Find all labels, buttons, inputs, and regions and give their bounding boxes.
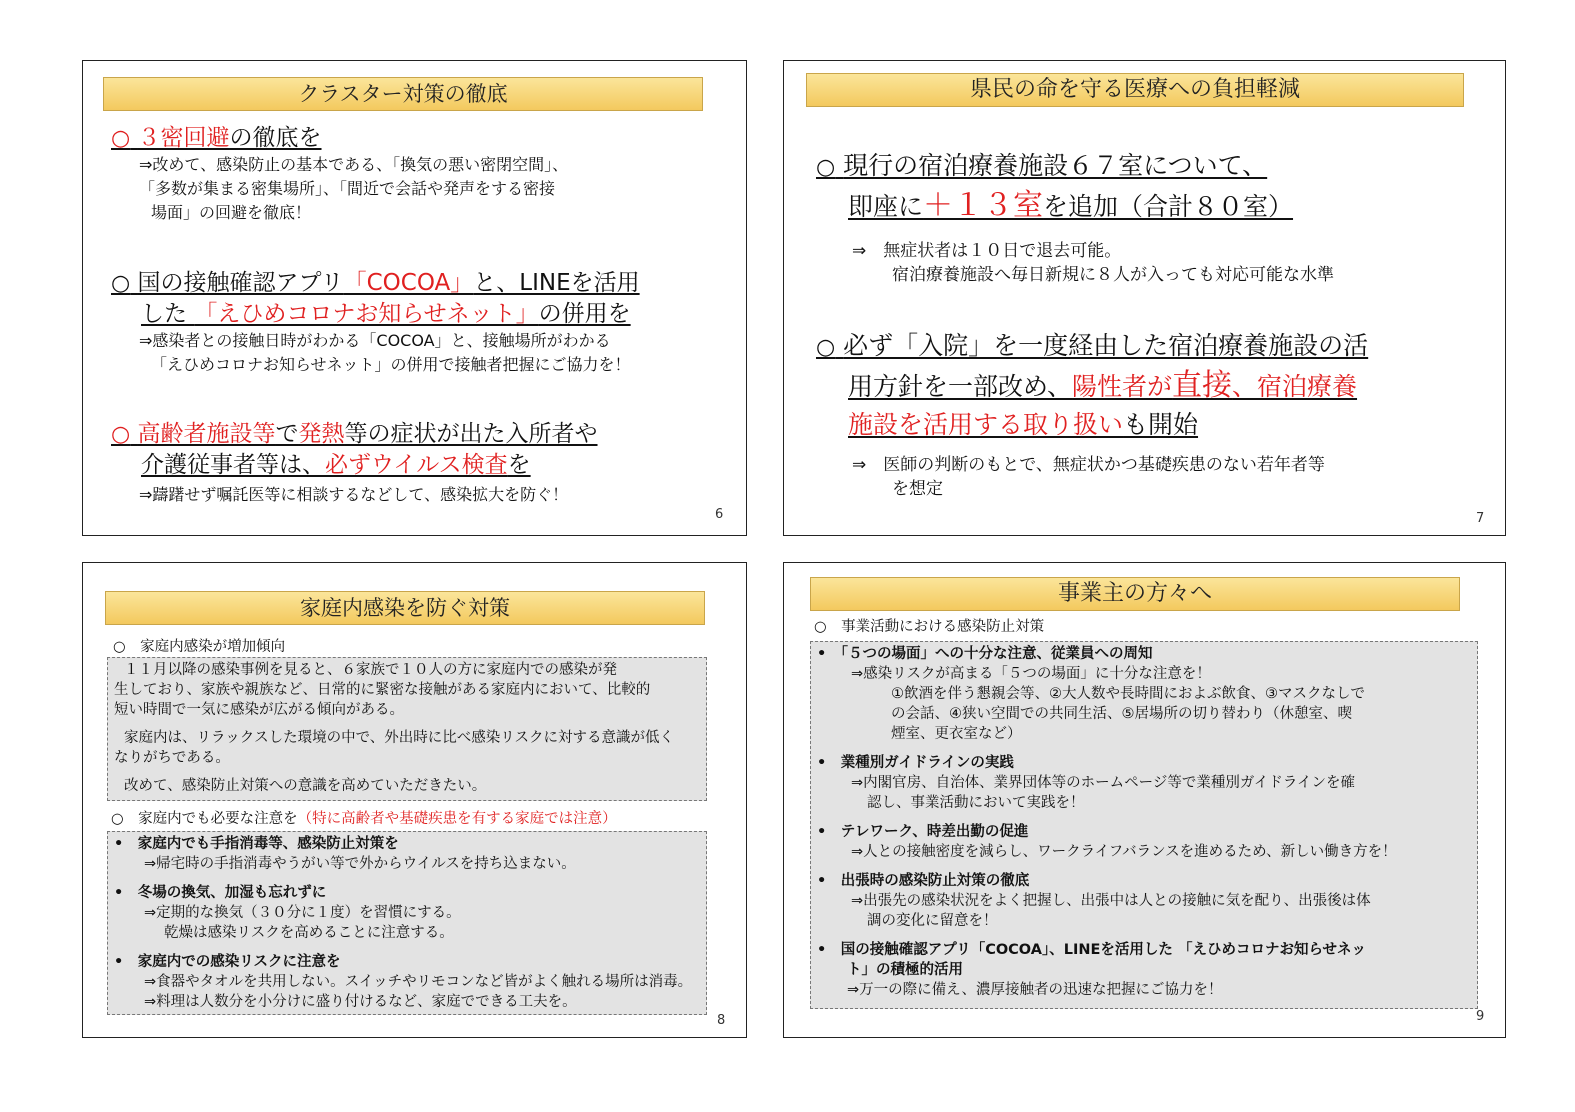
slide-title: 県民の命を守る医療への負担軽減 — [806, 73, 1464, 107]
section-heading: ○ 家庭内でも必要な注意を（特に高齢者や基礎疾患を有する家庭では注意） — [111, 811, 617, 827]
section-heading: ○ 家庭内感染が増加傾向 — [113, 639, 286, 655]
sub-text: ⇒ 無症状者は１０日で退去可能。 宿泊療養施設へ毎日新規に８人が入っても対応可能な水準 — [852, 241, 1334, 285]
slide-9 — [783, 562, 1506, 1038]
page-number: 9 — [1476, 1009, 1485, 1024]
tips-box: • 家庭内でも手指消毒等、感染防止対策を ⇒帰宅時の手指消毒やうがい等で外からウイルスを持ち込まない。 • 冬場の換気、加湿も忘れずに ⇒定期的な換気（３０分に１度）を習慣にする。 乾燥は感染リスクを高めることに注意する。 • 家庭内での感染リスクに注意を ⇒食器やタオルを共用しない。スイッチやリモコンなど皆がよく触れる場所は消毒。 ⇒料理は人数分を小分けに盛り付けるなど、家庭でできる工夫を。 — [107, 831, 707, 1015]
sub-text: ⇒ 医師の判断のもとで、無症状かつ基礎疾患のない若年者等 を想定 — [852, 455, 1325, 499]
section-heading: ○ 事業活動における感染防止対策 — [814, 619, 1045, 635]
slide-title: 事業主の方々へ — [810, 577, 1460, 611]
measures-box: • 「５つの場面」への十分な注意、従業員への周知 ⇒感染リスクが高まる「５つの場面」に十分な注意を！ ①飲酒を伴う懇親会等、②大人数や長時間におよぶ飲食、③マスクなしで の会話、④狭い空間での共同生活、⑤居場所の切り替わり（休憩室、喫 煙室、更衣室など） • 業種別ガイドラインの実践 ⇒内閣官房、自治体、業界団体等のホームページ等で業種別ガイドラインを確 認し、事業活動において実践を！ • テレワーク、時差出勤の促進 ⇒人との接触密度を減らし、ワークライフバランスを進めるため、新しい働き方を！ • 出張時の感染防止対策の徹底 ⇒出張先の感染状況をよく把握し、出張中は人との接触に気を配り、出張後は体 調の変化に留意を！ • 国の接触確認アプリ「COCOA」、LINEを活用した 「えひめコロナお知らせネッ ト」の積極的活用 ⇒万一の際に備え、濃厚接触者の迅速な把握にご協力を！ — [810, 641, 1478, 1009]
sub-text: ⇒改めて、感染防止の基本である、「換気の悪い密閉空間」、 「多数が集まる密集場所」、「間近で会話や発声をする密接 場面」の回避を徹底！ — [139, 155, 569, 222]
slide-title: クラスター対策の徹底 — [103, 77, 703, 111]
page-number: 8 — [717, 1013, 726, 1028]
sub-text: ⇒感染者との接触日時がわかる「COCOA」と、接触場所がわかる 「えひめコロナお知らせネット」の併用で接触者把握にご協力を！ — [139, 331, 631, 374]
point-cocoa: ○ 国の接触確認アプリ「COCOA」と、LINEを活用 した 「えひめコロナお知らせネット」の併用を — [111, 270, 640, 327]
slide-title: 家庭内感染を防ぐ対策 — [105, 591, 705, 625]
slide-6 — [82, 60, 747, 536]
slide-8 — [82, 562, 747, 1038]
point-rooms: ○ 現行の宿泊療養施設６７室について、 即座に＋１３室を追加（合計８０室） — [816, 151, 1294, 223]
point-3mitsu: ○ ３密回避の徹底を — [111, 125, 322, 151]
slide-7 — [783, 60, 1506, 536]
point-direct: ○ 必ず「入院」を一度経由した宿泊療養施設の活 用方針を一部改め、陽性者が直接、宿泊療養 施設を活用する取り扱いも開始 — [816, 331, 1369, 439]
point-elderly: ○ 高齢者施設等で発熱等の症状が出た入所者や 介護従事者等は、必ずウイルス検査を — [111, 421, 598, 478]
page-number: 7 — [1476, 511, 1485, 526]
page-number: 6 — [715, 507, 724, 522]
info-box: １１月以降の感染事例を見ると、６家族で１０人の方に家庭内での感染が発 生しており、家族や親族など、日常的に緊密な接触がある家庭内において、比較的 短い時間で一気に感染が広がる傾向がある。 家庭内は、リラックスした環境の中で、外出時に比べ感染リスクに対する意識が低く なりがちである。 改めて、感染防止対策への意識を高めていただきたい。 — [107, 657, 707, 801]
sub-text: ⇒躊躇せず嘱託医等に相談するなどして、感染拡大を防ぐ！ — [139, 485, 569, 504]
